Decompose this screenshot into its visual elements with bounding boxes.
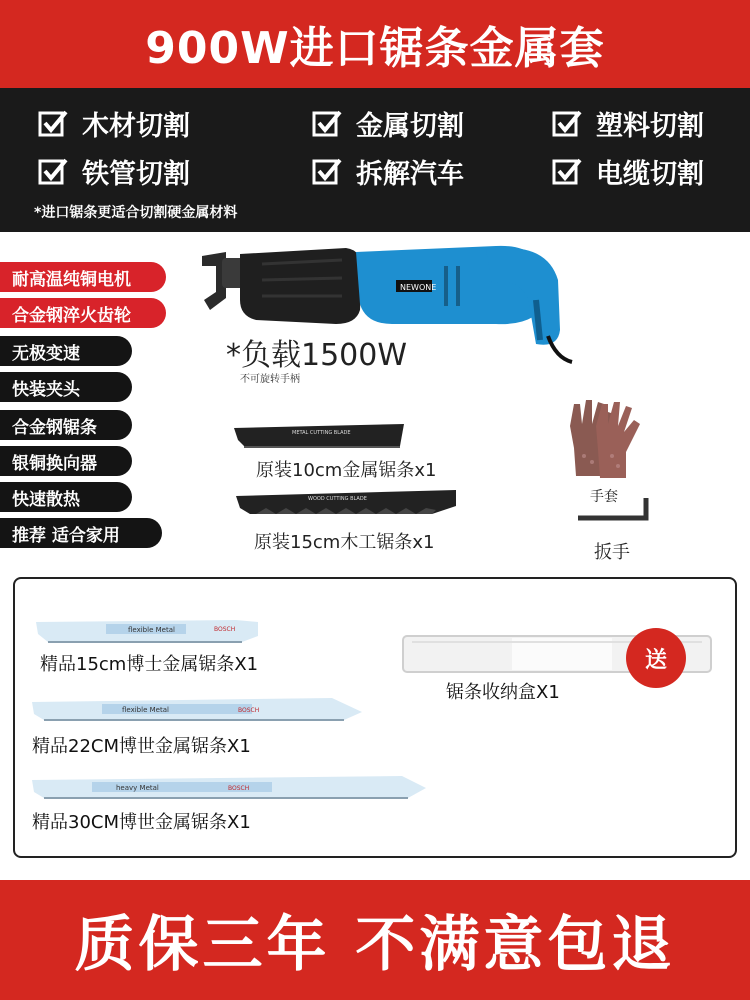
spec-tag: 快速散热	[0, 482, 132, 512]
bonus-blade-15-label: 精品15cm博士金属锯条X1	[40, 654, 259, 675]
feature-item	[312, 152, 464, 191]
feature-label: 塑料切割	[596, 111, 704, 142]
spec-tag: 合金钢锯条	[0, 410, 132, 440]
svg-text:BOSCH: BOSCH	[214, 626, 236, 633]
feature-item	[38, 152, 190, 191]
spec-tag: 银铜换向器	[0, 446, 132, 476]
features-note: *进口锯条更适合切割硬金属材料	[34, 205, 238, 221]
svg-text:NEWONE: NEWONE	[400, 283, 437, 292]
top-banner	[0, 0, 750, 88]
checkbox-icon	[552, 157, 582, 187]
hex-wrench-image	[576, 494, 656, 524]
bosch-blade-15-image	[36, 616, 260, 646]
checkbox-icon	[312, 157, 342, 187]
features-panel	[0, 88, 750, 232]
blade-wood-label: 原装15cm木工锯条x1	[254, 532, 435, 553]
bonus-blade-30-label: 精品30CM博世金属锯条X1	[32, 812, 251, 833]
feature-label: 电缆切割	[596, 159, 704, 190]
feature-item	[38, 104, 190, 143]
bonus-blade-22-label: 精品22CM博世金属锯条X1	[32, 736, 251, 757]
spec-tag: 无极变速	[0, 336, 132, 366]
checkbox-icon	[38, 109, 68, 139]
feature-item	[552, 152, 704, 191]
feature-item	[312, 104, 464, 143]
checkbox-icon	[552, 109, 582, 139]
checkbox-icon	[312, 109, 342, 139]
blade-metal-label: 原装10cm金属锯条x1	[256, 460, 437, 481]
svg-text:BOSCH: BOSCH	[228, 785, 250, 792]
svg-text:BOSCH: BOSCH	[238, 707, 260, 714]
spec-tag: 快装夹头	[0, 372, 132, 402]
feature-item	[552, 104, 704, 143]
banner-title: 900W进口锯条金属套	[145, 23, 605, 74]
wrench-label: 扳手	[594, 542, 630, 563]
bosch-blade-30-image	[32, 772, 428, 802]
svg-text:heavy Metal: heavy Metal	[116, 784, 159, 792]
svg-text:WOOD CUTTING BLADE: WOOD CUTTING BLADE	[308, 496, 367, 502]
spec-tag: 推荐 适合家用	[0, 518, 162, 548]
metal-blade-image	[234, 420, 406, 450]
gift-badge: 送	[626, 628, 686, 688]
gloves-label: 手套	[590, 489, 618, 505]
svg-text:METAL CUTTING BLADE: METAL CUTTING BLADE	[292, 430, 351, 436]
feature-label: 铁管切割	[82, 159, 190, 190]
svg-text:flexible Metal: flexible Metal	[122, 706, 169, 714]
spec-tag: 合金钢淬火齿轮	[0, 298, 166, 328]
bottom-banner	[0, 880, 750, 1000]
handle-note: 不可旋转手柄	[240, 374, 300, 385]
checkbox-icon	[38, 157, 68, 187]
spec-tag: 耐高温纯铜电机	[0, 262, 166, 292]
warranty-text: 质保三年 不满意包退	[74, 910, 676, 980]
load-rating: *负载1500W	[226, 338, 408, 373]
bosch-blade-22-image	[32, 694, 364, 724]
feature-label: 木材切割	[82, 111, 190, 142]
blade-case-label: 锯条收纳盒X1	[446, 682, 560, 703]
feature-label: 金属切割	[356, 111, 464, 142]
gloves-image	[560, 396, 646, 482]
svg-text:flexible Metal: flexible Metal	[128, 626, 175, 634]
wood-blade-image	[236, 486, 462, 518]
feature-label: 拆解汽车	[356, 159, 464, 190]
